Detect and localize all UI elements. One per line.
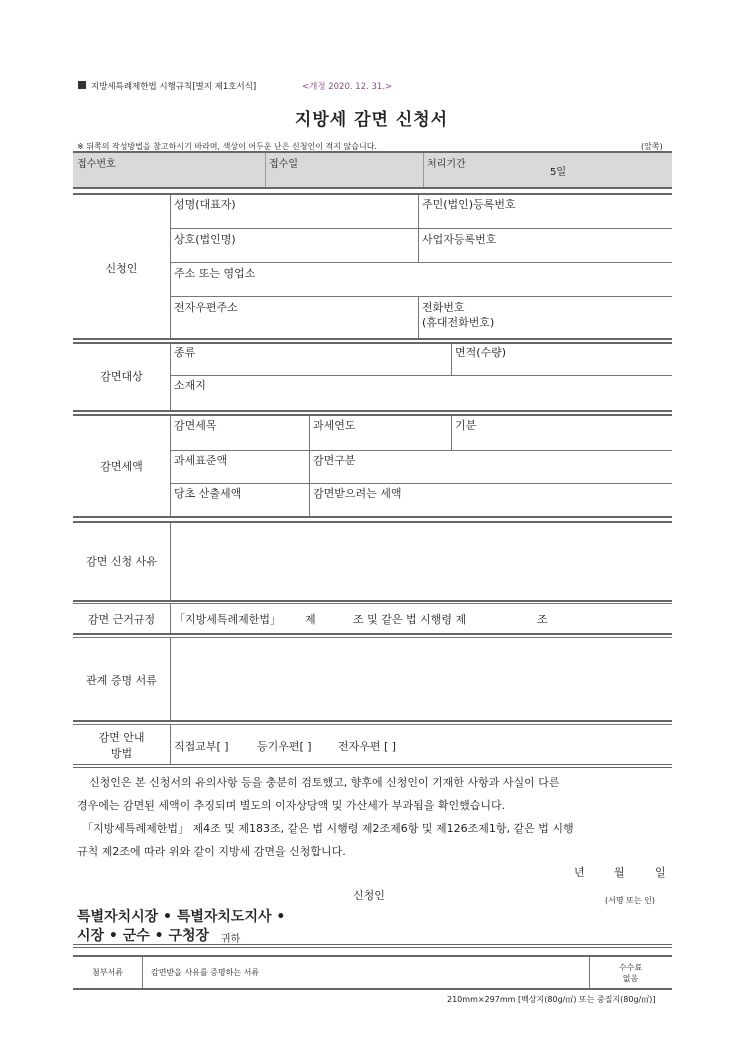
company-name-label: 상호(법인명) <box>174 233 236 246</box>
resident-number-label: 주민(법인)등록번호 <box>422 198 516 211</box>
email-delivery-checkbox[interactable]: 전자우편 [ ] <box>338 740 397 753</box>
applicant-signature-label: 신청인 <box>353 889 385 902</box>
phone-label: 전화번호 <box>422 301 465 314</box>
fee-value: 없음 <box>622 974 639 983</box>
direct-delivery-checkbox[interactable]: 직접교부[ ] <box>174 740 229 753</box>
basis-label: 감면 근거규정 <box>87 613 156 626</box>
kind-label: 종류 <box>174 346 196 359</box>
original-tax-label: 당초 산출세액 <box>174 487 242 500</box>
tax-base-label: 과세표준액 <box>174 454 228 467</box>
basis-end: 조 <box>537 613 548 626</box>
date-day: 일 <box>655 866 666 879</box>
tax-section-label: 감면세액 <box>100 460 143 473</box>
reduction-category-label: 감면구분 <box>313 454 356 467</box>
tax-period-label: 기분 <box>455 419 477 432</box>
declaration-line3: 「지방세특례제한법」 제4조 및 제183조, 같은 법 시행령 제2조제6항 및 제126조제1항, 같은 법 시행 <box>82 822 574 835</box>
declaration-line2: 경우에는 감면된 세액이 추징되며 별도의 이자상당액 및 가산세가 부과됨을 확인했습니다. <box>77 799 506 812</box>
reason-label: 감면 신청 사유 <box>86 555 157 568</box>
requested-tax-label: 감면받으려는 세액 <box>313 487 402 500</box>
location-label: 소재지 <box>174 379 206 392</box>
business-number-label: 사업자등록번호 <box>422 233 497 246</box>
area-label: 면적(수량) <box>455 346 507 359</box>
addressee-suffix: 귀하 <box>221 934 241 945</box>
page-title: 지방세 감면 신청서 <box>294 110 449 130</box>
header-square-icon <box>78 81 86 89</box>
applicant-section-label: 신청인 <box>105 262 138 275</box>
processing-period-label: 처리기간 <box>427 159 466 170</box>
receipt-date-label: 접수일 <box>269 159 298 170</box>
signature-note: (서명 또는 인) <box>605 896 655 905</box>
name-label: 성명(대표자) <box>174 198 236 211</box>
tax-year-label: 과세연도 <box>313 419 356 432</box>
regulation-text: 지방세특례제한법 시행규칙[별지 제1호서식] <box>91 82 257 92</box>
amendment-text: <개정 2020. 12. 31.> <box>302 82 393 92</box>
evidence-label: 관계 증명 서류 <box>86 674 157 687</box>
processing-period-value: 5일 <box>550 167 567 178</box>
fee-label: 수수료 <box>618 963 643 972</box>
receipt-number-label: 접수번호 <box>77 159 116 170</box>
guide-label-line1: 감면 안내 <box>98 731 145 744</box>
receipt-row <box>73 153 672 187</box>
basis-article: 제 <box>305 613 316 626</box>
addressee-line2: 시장 • 군수 • 구청장 <box>77 928 210 944</box>
declaration-line1: 신청인은 본 신청서의 유의사항 등을 충분히 검토했고, 향후에 신청인이 기재한 사항과 사실이 다른 <box>89 776 560 789</box>
target-section-label: 감면대상 <box>100 370 143 383</box>
attachments-content: 감면받을 사유를 증명하는 서류 <box>151 968 260 977</box>
mobile-label: (휴대전화번호) <box>422 316 495 329</box>
paper-spec-footer: 210mm×297mm [백상지(80g/㎡) 또는 중질지(80g/㎡)] <box>447 995 656 1004</box>
date-year: 년 <box>574 866 585 879</box>
page-side-label: (앞쪽) <box>641 142 663 151</box>
attachments-label: 첨부서류 <box>92 968 123 977</box>
tax-item-label: 감면세목 <box>174 419 217 432</box>
date-month: 월 <box>614 866 625 879</box>
basis-middle: 조 및 같은 법 시행령 제 <box>353 613 467 626</box>
email-label: 전자우편주소 <box>174 301 238 314</box>
declaration-line4: 규칙 제2조에 따라 위와 같이 지방세 감면을 신청합니다. <box>77 845 346 858</box>
registered-mail-checkbox[interactable]: 등기우편[ ] <box>257 740 312 753</box>
instruction-note: ※ 뒤쪽의 작성방법을 참고하시기 바라며, 색상이 어두운 난은 신청인이 적지 않습니다. <box>77 142 377 151</box>
address-label: 주소 또는 영업소 <box>174 267 256 280</box>
addressee-line1: 특별자치시장 • 특별자치도지사 • <box>77 909 286 925</box>
guide-label-line2: 방법 <box>110 747 133 760</box>
basis-law: 「지방세특례제한법」 <box>174 613 282 626</box>
